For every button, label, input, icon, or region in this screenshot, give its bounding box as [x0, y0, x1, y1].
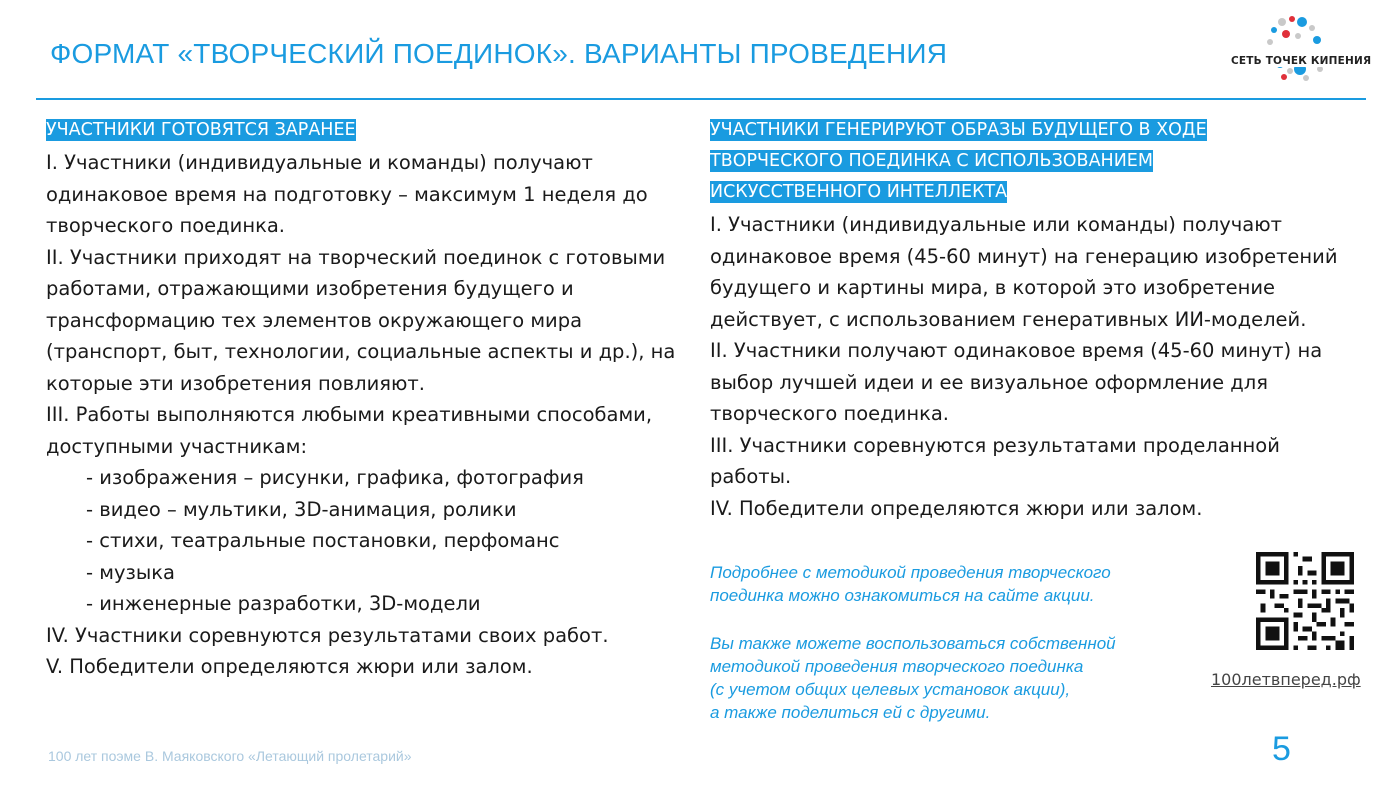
note-line: а также поделиться ей с другими. — [710, 703, 991, 722]
right-step-2: II. Участники получают одинаковое время (45-60 минут) на выбор лучшей идеи и ее визуальное оформление для творческого поединка. — [710, 339, 1323, 425]
left-column — [46, 114, 686, 683]
method-item: - музыка — [86, 560, 175, 584]
note-line: Вы также можете воспользоваться собственной — [710, 634, 1116, 653]
slide-title: ФОРМАТ «ТВОРЧЕСКИЙ ПОЕДИНОК». ВАРИАНТЫ ПРОВЕДЕНИЯ — [50, 38, 948, 69]
left-heading: УЧАСТНИКИ ГОТОВЯТСЯ ЗАРАНЕЕ — [46, 120, 356, 140]
left-step-2: II. Участники приходят на творческий поединок с готовыми работами, отражающими изобретения будущего и трансформацию тех элементов окружающего мира (транспорт, быт, технологии, социальные аспекты и др.), на которые эти изобретения повлияют. — [46, 245, 676, 395]
note-line: Подробнее с методикой проведения творческого — [710, 563, 1111, 582]
right-step-1: I. Участники (индивидуальные или команды) получают одинаковое время (45-60 минут) на генерацию изобретений будущего и картины мира, в которой это изобретение действует, с использованием генеративных ИИ-моделей. — [710, 213, 1338, 331]
method-item: - видео – мультики, 3D-анимация, ролики — [86, 497, 517, 521]
page-number: 5 — [1272, 730, 1291, 768]
own-method-note — [710, 632, 1210, 724]
footer-caption: 100 лет поэме В. Маяковского «Летающий пролетарий» — [48, 748, 412, 764]
logo — [1222, 14, 1372, 82]
right-column — [710, 114, 1350, 524]
note-line: поединка можно ознакомиться на сайте акции. — [710, 586, 1095, 605]
left-step-1: I. Участники (индивидуальные и команды) получают одинаковое время на подготовку – максимум 1 неделя до творческого поединка. — [46, 151, 648, 237]
note-line: (с учетом общих целевых установок акции), — [710, 680, 1071, 699]
right-heading — [710, 114, 1350, 207]
left-step-3: III. Работы выполняются любыми креативными способами, доступными участникам: — [46, 403, 653, 458]
method-item: - инженерные разработки, 3D-модели — [86, 592, 481, 615]
logo-dots-icon — [1222, 14, 1372, 82]
note-line: методикой проведения творческого поединка — [710, 657, 1084, 676]
left-step-4: IV. Участники соревнуются результатами своих работ. — [46, 623, 609, 647]
right-step-4: IV. Победители определяются жюри или залом. — [710, 496, 1203, 520]
method-item: - стихи, театральные постановки, перфоманс — [86, 529, 560, 552]
left-step-5: V. Победители определяются жюри или залом. — [46, 655, 533, 678]
right-heading-line: ИСКУССТВЕННОГО ИНТЕЛЛЕКТА — [710, 182, 1008, 202]
title-divider — [36, 98, 1366, 100]
site-link[interactable]: 100летвперед.рф — [1211, 670, 1361, 689]
methodology-note — [710, 561, 1210, 607]
logo-text: СЕТЬ ТОЧЕК КИПЕНИЯ — [1231, 55, 1372, 67]
right-heading-line: ТВОРЧЕСКОГО ПОЕДИНКА С ИСПОЛЬЗОВАНИЕМ — [710, 151, 1153, 171]
method-item: - изображения – рисунки, графика, фотография — [86, 466, 584, 489]
qr-code-icon[interactable] — [1256, 552, 1354, 650]
right-step-3: III. Участники соревнуются результатами проделанной работы. — [710, 433, 1280, 488]
right-heading-line: УЧАСТНИКИ ГЕНЕРИРУЮТ ОБРАЗЫ БУДУЩЕГО В ХОДЕ — [710, 120, 1207, 140]
